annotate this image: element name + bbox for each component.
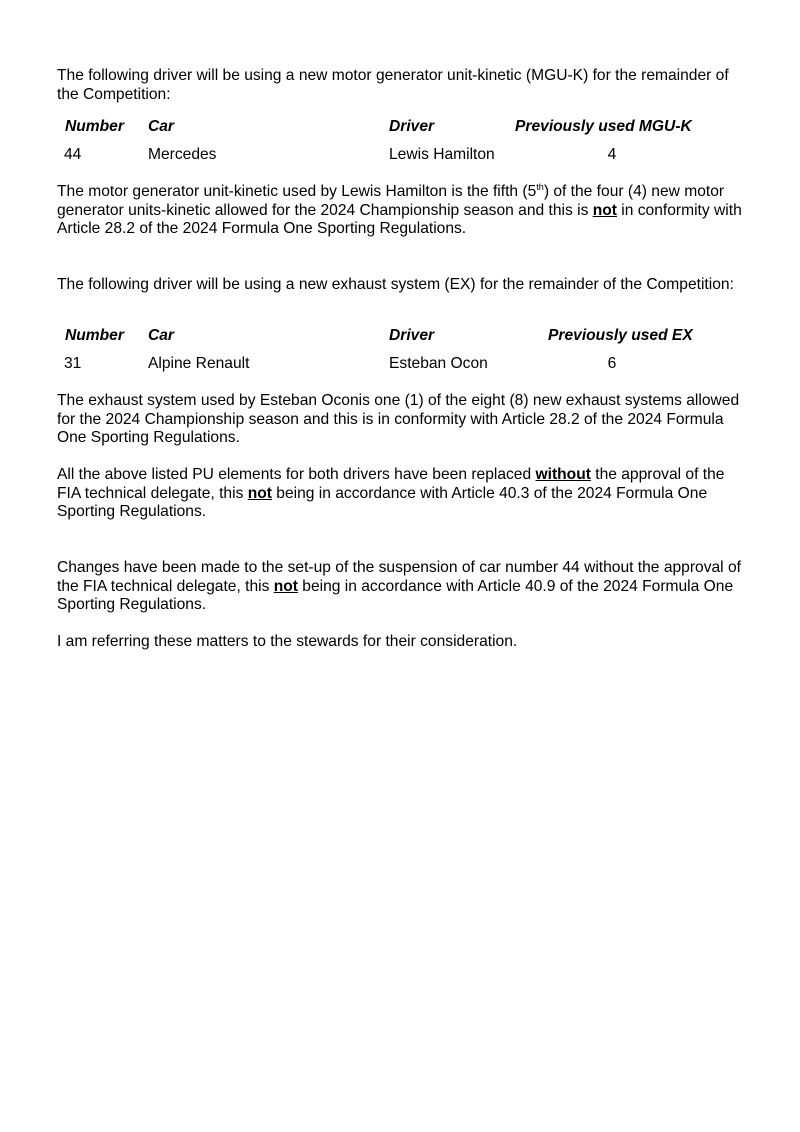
ex-intro-paragraph: The following driver will be using a new exhaust system (EX) for the remainder of the Competition: — [57, 276, 734, 293]
mguk-statement-part3: in conformity with Article 28.2 of the 2024 Formula One Sporting Regulations. — [57, 201, 742, 237]
ex-statement-paragraph: The exhaust system used by Esteban Oconis one (1) of the eight (8) new exhaust systems allowed for the 2024 Championship season and this is in conformity with Article 28.2 of the 2024 Formula One Sporting Regulations. — [57, 392, 740, 446]
mguk-row-car: Mercedes — [148, 146, 217, 163]
ex-header-number: Number — [65, 327, 124, 344]
mguk-statement-emphasis: not — [592, 201, 617, 219]
pu-approval-emphasis-without: without — [535, 466, 591, 483]
mguk-header-driver: Driver — [389, 118, 435, 135]
mguk-statement-paragraph — [57, 183, 747, 239]
ex-row-previous: 6 — [607, 355, 617, 372]
pu-approval-part2: the approval of the FIA technical delegate, this — [57, 466, 725, 502]
ex-row-driver: Esteban Ocon — [389, 355, 488, 372]
mguk-header-car: Car — [148, 118, 175, 135]
pu-approval-paragraph — [57, 466, 747, 522]
mguk-intro-paragraph: The following driver will be using a new motor generator unit-kinetic (MGU-K) for the remainder of the Competition: — [57, 67, 729, 103]
suspension-part1: Changes have been made to the set-up of the suspension of car number 44 without the approval of the FIA technical delegate, this — [57, 559, 741, 595]
mguk-row-number: 44 — [64, 146, 82, 163]
pu-approval-emphasis-not: not — [247, 484, 272, 502]
suspension-emphasis-not: not — [273, 577, 298, 595]
closing-paragraph: I am referring these matters to the stewards for their consideration. — [57, 633, 518, 650]
suspension-paragraph — [57, 559, 747, 615]
ex-row-number: 31 — [64, 355, 82, 372]
pu-approval-part3: being in accordance with Article 40.3 of the 2024 Formula One Sporting Regulations. — [57, 484, 708, 520]
mguk-header-previous: Previously used MGU-K — [515, 118, 692, 135]
suspension-part2: being in accordance with Article 40.9 of the 2024 Formula One Sporting Regulations. — [57, 577, 734, 613]
mguk-row-driver: Lewis Hamilton — [389, 146, 495, 163]
mguk-header-number: Number — [65, 118, 124, 135]
ex-header-car: Car — [148, 327, 175, 344]
pu-approval-part1: All the above listed PU elements for both drivers have been replaced — [57, 466, 536, 483]
ex-header-driver: Driver — [389, 327, 435, 344]
ex-header-previous: Previously used EX — [548, 327, 693, 344]
mguk-row-previous: 4 — [607, 146, 617, 163]
mguk-statement-part1: The motor generator unit-kinetic used by Lewis Hamilton is the fifth (5 — [57, 183, 537, 200]
mguk-statement-part2: ) of the four (4) new motor generator units-kinetic allowed for the 2024 Championship season and this is — [57, 183, 725, 219]
mguk-statement-superscript: th — [536, 181, 544, 192]
ex-row-car: Alpine Renault — [148, 355, 250, 372]
